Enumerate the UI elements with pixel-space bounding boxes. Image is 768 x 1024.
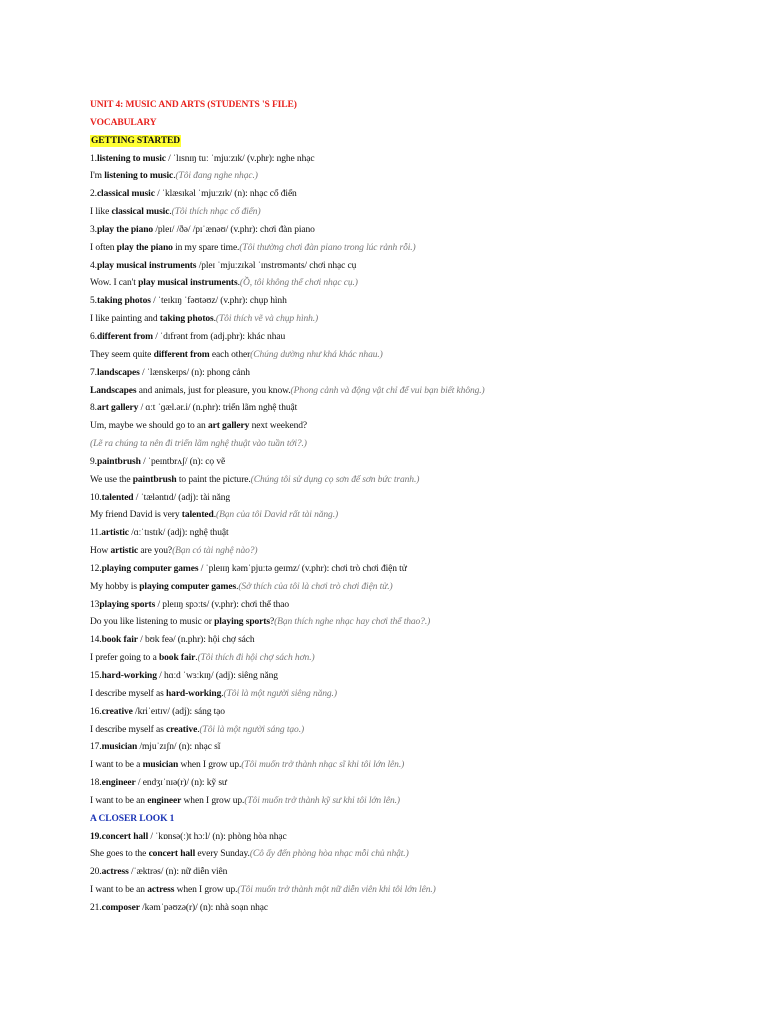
vocab-entry bbox=[90, 454, 730, 472]
example-translation: (Sở thích của tôi là chơi trò chơi điện tử.) bbox=[238, 581, 393, 592]
example-keyword: hard-working bbox=[165, 688, 222, 699]
example-translation: (Bạn thích nghe nhạc hay chơi thể thao?.) bbox=[274, 617, 431, 628]
entry-term: listening to music bbox=[96, 153, 166, 164]
example-text: My hobby is bbox=[90, 581, 140, 592]
example-translation: (Tôi thích nhạc cổ điển) bbox=[171, 207, 261, 218]
entry-number: 6. bbox=[90, 331, 97, 342]
unit-title: UNIT 4: MUSIC AND ARTS (STUDENTS 'S FILE) bbox=[90, 100, 297, 110]
entry-definition: /kəmˈpəʊzə(r)/ (n): nhà soạn nhạc bbox=[139, 902, 268, 913]
example-sentence bbox=[90, 275, 730, 293]
vocab-entry bbox=[90, 400, 730, 418]
example-sentence bbox=[90, 204, 730, 222]
example-text: . bbox=[169, 207, 172, 218]
example-text: I often bbox=[90, 242, 117, 253]
example-sentence bbox=[90, 882, 730, 900]
entry-definition: /pleɪ/ /ðə/ /pɪˈænəʊ/ (v.phr): chơi đàn piano bbox=[153, 224, 315, 235]
entry-term: creative bbox=[101, 706, 133, 717]
example-text: and animals, just for pleasure, you know. bbox=[136, 385, 291, 396]
section-heading-row bbox=[90, 811, 730, 829]
example-sentence bbox=[90, 507, 730, 525]
example-keyword: actress bbox=[147, 885, 175, 896]
example-keyword: listening to music bbox=[104, 171, 174, 182]
entry-definition: / ˈklæsɪkəl ˈmjuːzɪk/ (n): nhạc cổ điển bbox=[154, 189, 297, 200]
entry-definition: /kriˈeɪtɪv/ (adj): sáng tạo bbox=[132, 706, 225, 717]
example-text: . bbox=[213, 314, 216, 325]
example-text: in my spare time. bbox=[172, 242, 240, 253]
example-keyword: concert hall bbox=[148, 849, 196, 860]
example-translation: (Chúng dường như khá khác nhau.) bbox=[250, 349, 383, 360]
entry-number: 21. bbox=[90, 902, 102, 913]
vocab-entry bbox=[90, 293, 730, 311]
example-translation: (Tôi đang nghe nhạc.) bbox=[175, 171, 258, 182]
entry-number: 5. bbox=[90, 296, 97, 307]
vocab-entry bbox=[90, 704, 730, 722]
example-sentence bbox=[90, 240, 730, 258]
example-text: I like bbox=[90, 207, 112, 218]
example-translation: (Tôi là một người siêng năng.) bbox=[223, 688, 337, 699]
example-text: How bbox=[90, 546, 111, 557]
example-keyword: playing sports bbox=[214, 617, 270, 628]
example-text: each other bbox=[209, 349, 251, 360]
vocabulary-heading: VOCABULARY bbox=[90, 117, 157, 128]
example-translation: (Chúng tôi sử dụng cọ sơn để sơn bức tranh.) bbox=[250, 474, 420, 485]
entry-term: musician bbox=[101, 742, 138, 753]
entry-number: 13 bbox=[90, 599, 100, 610]
example-translation: (Lẽ ra chúng ta nên đi triển lãm nghệ thuật vào tuần tới?.) bbox=[90, 439, 307, 450]
entry-term: artistic bbox=[101, 528, 129, 539]
vocab-entry bbox=[90, 490, 730, 508]
entry-definition: /ɑːˈtɪstɪk/ (adj): nghệ thuật bbox=[128, 528, 229, 539]
example-keyword: musician bbox=[142, 760, 179, 771]
example-text: next weekend? bbox=[249, 421, 308, 432]
example-keyword: art gallery bbox=[207, 421, 250, 432]
entry-definition: /pleɪ ˈmjuːzɪkəl ˈɪnstrʊmənts/ chơi nhạc cụ bbox=[196, 260, 357, 271]
entry-definition: / ɑːt ˈɡæl.ər.i/ (n.phr): triển lãm nghệ thuật bbox=[138, 403, 298, 414]
entry-definition: / endʒɪˈnɪə(r)/ (n): kỹ sư bbox=[135, 778, 227, 789]
example-text: I want to be an bbox=[90, 885, 148, 896]
example-text: . bbox=[237, 278, 240, 289]
example-text: to paint the picture. bbox=[176, 474, 251, 485]
vocab-entry bbox=[90, 900, 730, 918]
example-text: every Sunday. bbox=[195, 849, 250, 860]
example-sentence bbox=[90, 436, 730, 454]
vocab-entry bbox=[90, 632, 730, 650]
entry-term: classical music bbox=[96, 189, 155, 200]
document-body bbox=[90, 97, 730, 918]
entry-number: 4. bbox=[90, 260, 97, 271]
example-text: We use the bbox=[90, 474, 133, 485]
example-keyword: paintbrush bbox=[132, 474, 177, 485]
example-text: Do you like listening to music or bbox=[90, 617, 215, 628]
example-translation: (Bạn có tài nghệ nào?) bbox=[172, 546, 258, 557]
example-text: when I grow up. bbox=[181, 795, 245, 806]
entry-definition: / hɑːd ˈwɜːkɪŋ/ (adj): siêng năng bbox=[156, 671, 278, 681]
entry-term: different from bbox=[96, 331, 153, 342]
example-translation: (Bạn của tôi David rất tài năng.) bbox=[216, 510, 339, 521]
example-translation: (Tôi muốn trở thành kỹ sư khi tôi lớn lên.) bbox=[244, 795, 400, 806]
vocab-entry bbox=[90, 561, 730, 579]
entry-number: 3. bbox=[90, 224, 97, 235]
example-keyword: talented bbox=[181, 510, 214, 521]
entry-number: 9. bbox=[90, 456, 97, 467]
entry-term: playing computer games bbox=[101, 563, 199, 574]
entry-definition: / ˈkɒnsə(ː)t hɔːl/ (n): phòng hòa nhạc bbox=[148, 831, 287, 842]
example-text: ? bbox=[269, 617, 275, 628]
example-sentence bbox=[90, 543, 730, 561]
example-text: . bbox=[213, 510, 216, 521]
vocab-entry bbox=[90, 329, 730, 347]
example-sentence bbox=[90, 650, 730, 668]
example-text: My friend David is very bbox=[90, 510, 182, 521]
example-sentence bbox=[90, 168, 730, 186]
entry-term: engineer bbox=[101, 778, 136, 789]
entry-definition: / pleɪɪŋ spɔːts/ (v.phr): chơi thể thao bbox=[155, 599, 290, 610]
entry-definition: / ˈlænskeɪps/ (n): phong cảnh bbox=[139, 367, 250, 378]
vocab-entry bbox=[90, 222, 730, 240]
example-sentence bbox=[90, 472, 730, 490]
entry-term: playing sports bbox=[99, 599, 156, 610]
example-text: . bbox=[197, 724, 200, 735]
entry-definition: / bʊk feə/ (n.phr): hội chợ sách bbox=[137, 635, 255, 646]
example-translation: (Tôi muốn trở thành nhạc sĩ khi tôi lớn lên.) bbox=[241, 760, 405, 771]
entry-term: play the piano bbox=[96, 224, 154, 235]
example-sentence bbox=[90, 686, 730, 704]
vocab-entry bbox=[90, 829, 730, 847]
example-translation: (Tôi muốn trở thành một nữ diễn viên khi tôi lớn lên.) bbox=[237, 885, 436, 896]
example-text: . bbox=[236, 581, 239, 592]
example-translation: (Tôi thích vẽ và chụp hình.) bbox=[215, 314, 319, 325]
getting-started-heading: GETTING STARTED bbox=[91, 135, 181, 146]
example-sentence bbox=[90, 311, 730, 329]
example-text: I like painting and bbox=[90, 314, 160, 325]
entry-term: taking photos bbox=[96, 296, 151, 307]
example-keyword: engineer bbox=[147, 795, 182, 806]
example-sentence bbox=[90, 614, 730, 632]
example-translation: (Phong cảnh và động vật chỉ để vui bạn biết không.) bbox=[290, 385, 485, 396]
vocab-entry bbox=[90, 739, 730, 757]
entry-number: 14. bbox=[90, 635, 102, 646]
vocab-entry bbox=[90, 258, 730, 276]
entry-number: 11. bbox=[90, 528, 102, 539]
entry-number: 16. bbox=[90, 706, 102, 717]
example-sentence bbox=[90, 418, 730, 436]
vocab-entry bbox=[90, 151, 730, 169]
example-sentence bbox=[90, 793, 730, 811]
example-text: I prefer going to a bbox=[90, 653, 159, 664]
example-translation: (Tôi là một người sáng tạo.) bbox=[199, 724, 305, 735]
example-text: I want to be a bbox=[90, 760, 143, 771]
example-keyword: book fair bbox=[158, 653, 196, 664]
example-text: Wow. I can't bbox=[90, 278, 139, 289]
entry-term: talented bbox=[101, 492, 134, 503]
entry-number: 8. bbox=[90, 403, 97, 414]
entry-term: actress bbox=[101, 867, 129, 878]
example-translation: (Cô ấy đến phòng hòa nhạc mỗi chủ nhật.) bbox=[249, 849, 409, 860]
example-translation: (Tôi thường chơi đàn piano trong lúc rảnh rỗi.) bbox=[239, 242, 416, 253]
vocab-entry bbox=[90, 186, 730, 204]
example-keyword: playing computer games bbox=[139, 581, 237, 592]
example-keyword: play musical instruments bbox=[138, 278, 238, 289]
entry-number: 19. bbox=[90, 831, 102, 842]
entry-number: 15. bbox=[90, 671, 102, 681]
entry-definition: / ˈdɪfrənt from (adj.phr): khác nhau bbox=[152, 331, 286, 342]
entry-number: 1. bbox=[90, 153, 97, 164]
entry-definition: /mjuˈzɪʃn/ (n): nhạc sĩ bbox=[137, 742, 221, 753]
example-sentence bbox=[90, 579, 730, 597]
entry-term: concert hall bbox=[101, 831, 149, 842]
example-text: Um, maybe we should go to an bbox=[90, 421, 208, 432]
example-keyword: creative bbox=[165, 724, 198, 735]
example-text: I describe myself as bbox=[90, 688, 166, 699]
example-keyword: artistic bbox=[110, 546, 139, 557]
entry-definition: / ˈpleɪɪŋ kəmˈpjuːtə ɡeɪmz/ (v.phr): chơi trò chơi điện tử bbox=[198, 563, 407, 574]
example-sentence bbox=[90, 846, 730, 864]
example-keyword: different from bbox=[153, 349, 210, 360]
entry-number: 17. bbox=[90, 742, 102, 753]
vocabulary-list bbox=[90, 151, 730, 918]
entry-definition: / ˈtæləntɪd/ (adj): tài năng bbox=[133, 492, 231, 503]
example-text: are you? bbox=[138, 546, 173, 557]
entry-number: 2. bbox=[90, 189, 97, 200]
vocab-entry bbox=[90, 775, 730, 793]
example-text: They seem quite bbox=[90, 349, 154, 360]
entry-term: book fair bbox=[101, 635, 138, 646]
example-text: She goes to the bbox=[90, 849, 149, 860]
example-translation: (Tôi thích đi hội chợ sách hơn.) bbox=[197, 653, 315, 664]
entry-term: composer bbox=[101, 902, 140, 913]
vocab-entry bbox=[90, 668, 730, 686]
example-sentence bbox=[90, 347, 730, 365]
example-sentence bbox=[90, 757, 730, 775]
example-text: when I grow up. bbox=[174, 885, 238, 896]
example-sentence bbox=[90, 722, 730, 740]
vocab-entry bbox=[90, 525, 730, 543]
example-keyword: Landscapes bbox=[90, 385, 137, 396]
example-text: . bbox=[173, 171, 176, 182]
example-keyword: taking photos bbox=[159, 314, 214, 325]
example-keyword: classical music bbox=[111, 207, 170, 218]
example-text: when I grow up. bbox=[178, 760, 242, 771]
entry-number: 7. bbox=[90, 367, 97, 378]
entry-term: art gallery bbox=[96, 403, 139, 414]
entry-number: 12. bbox=[90, 563, 102, 574]
entry-term: landscapes bbox=[96, 367, 140, 378]
example-text: I describe myself as bbox=[90, 724, 166, 735]
vocab-entry bbox=[90, 597, 730, 615]
example-translation: (Ồ, tôi không thể chơi nhạc cụ.) bbox=[239, 278, 358, 289]
example-text: I'm bbox=[90, 171, 105, 182]
entry-definition: /ˈæktrəs/ (n): nữ diễn viên bbox=[128, 867, 228, 878]
entry-term: hard-working bbox=[101, 671, 157, 681]
entry-number: 20. bbox=[90, 867, 102, 878]
entry-definition: / ˈteɪkɪŋ ˈfəʊtəʊz/ (v.phr): chụp hình bbox=[150, 296, 287, 307]
entry-definition: / ˈlɪsnɪŋ tuː ˈmjuːzɪk/ (v.phr): nghe nhạc bbox=[165, 153, 315, 164]
entry-number: 10. bbox=[90, 492, 102, 503]
entry-term: play musical instruments bbox=[96, 260, 197, 271]
example-text: . bbox=[195, 653, 198, 664]
example-text: . bbox=[221, 688, 224, 699]
entry-definition: / ˈpeɪntbrʌʃ/ (n): cọ vẽ bbox=[140, 456, 226, 467]
vocab-entry bbox=[90, 864, 730, 882]
entry-number: 18. bbox=[90, 778, 102, 789]
entry-term: paintbrush bbox=[96, 456, 141, 467]
vocab-entry bbox=[90, 365, 730, 383]
example-sentence bbox=[90, 383, 730, 401]
section-heading: A CLOSER LOOK 1 bbox=[90, 813, 175, 824]
example-text: I want to be an bbox=[90, 795, 148, 806]
example-keyword: play the piano bbox=[116, 242, 173, 253]
